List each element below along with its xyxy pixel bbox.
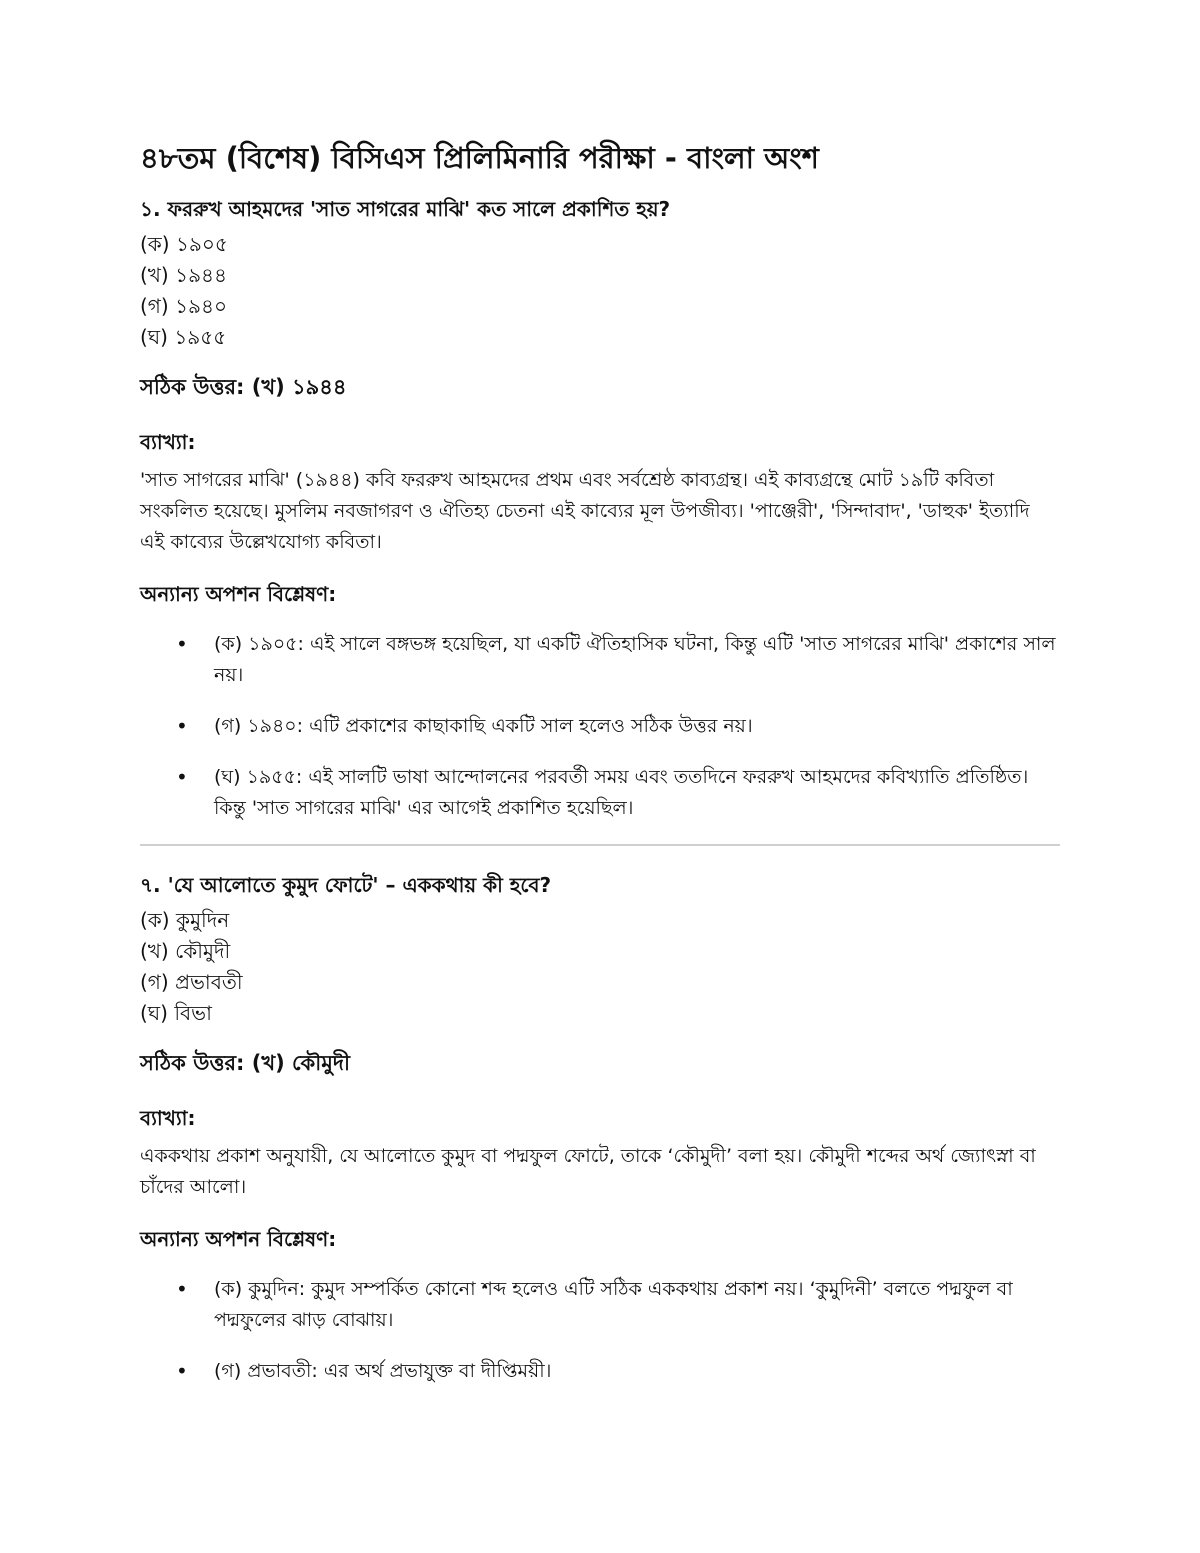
option-ka: (ক) কুমুদিন — [140, 907, 230, 932]
option-ka: (ক) ১৯০৫ — [140, 231, 228, 256]
question-block-7 — [140, 872, 1060, 1387]
explanation-label: ব্যাখ্যা: — [140, 1105, 196, 1130]
explanation-label: ব্যাখ্যা: — [140, 429, 196, 454]
option-kha: (খ) কৌমুদী — [140, 938, 231, 963]
option-kha: (খ) ১৯৪৪ — [140, 262, 228, 287]
analysis-heading: অন্যান্য অপশন বিশ্লেষণ: — [140, 1226, 337, 1251]
option-gha: (ঘ) বিভা — [140, 1000, 212, 1025]
analysis-list — [140, 629, 1060, 824]
analysis-item: • (ক) ১৯০৫: এই সালে বঙ্গভঙ্গ হয়েছিল, যা একটি ঐতিহাসিক ঘটনা, কিন্তু এটি 'সাত সাগরের মাঝি' প্রকাশের সাল নয়। — [214, 629, 1060, 691]
page-title: ৪৮তম (বিশেষ) বিসিএস প্রিলিমিনারি পরীক্ষা - বাংলা অংশ — [140, 141, 819, 175]
analysis-item: • (গ) প্রভাবতী: এর অর্থ প্রভাযুক্ত বা দীপ্তিময়ী। — [214, 1356, 1060, 1387]
analysis-item: • (ঘ) ১৯৫৫: এই সালটি ভাষা আন্দোলনের পরবর্তী সময় এবং ততদিনে ফররুখ আহমদের কবিখ্যাতি প্রতিষ্ঠিত। কিন্তু 'সাত সাগরের মাঝি' এর আগেই প্রকাশিত হয়েছিল। — [214, 762, 1060, 824]
analysis-item: • (ক) কুমুদিন: কুমুদ সম্পর্কিত কোনো শব্দ হলেও এটি সঠিক এককথায় প্রকাশ নয়। ‘কুমুদিনী’ বলতে পদ্মফুল বা পদ্মফুলের ঝাড় বোঝায়। — [214, 1274, 1060, 1336]
explanation-text: 'সাত সাগরের মাঝি' (১৯৪৪) কবি ফররুখ আহমদের প্রথম এবং সর্বশ্রেষ্ঠ কাব্যগ্রন্থ। এই কাব্যগ্রন্থে মোট ১৯টি কবিতা সংকলিত হয়েছে। মুসলিম নবজাগরণ ও ঐতিহ্য চেতনা এই কাব্যের মূল উপজীব্য। 'পাঞ্জেরী', 'সিন্দাবাদ', 'ডাহুক' ইত্যাদি এই কাব্যের উল্লেখযোগ্য কবিতা। — [140, 468, 1030, 553]
option-gha: (ঘ) ১৯৫৫ — [140, 324, 227, 349]
explanation-text: এককথায় প্রকাশ অনুযায়ী, যে আলোতে কুমুদ বা পদ্মফুল ফোটে, তাকে ‘কৌমুদী’ বলা হয়। কৌমুদী শব্দের অর্থ জ্যোৎস্না বা চাঁদের আলো। — [140, 1144, 1036, 1198]
section-divider — [140, 844, 1060, 846]
analysis-list — [140, 1274, 1060, 1387]
question-text: ৭. 'যে আলোতে কুমুদ ফোটে' – এককথায় কী হবে? — [140, 872, 552, 897]
analysis-item: • (গ) ১৯৪০: এটি প্রকাশের কাছাকাছি একটি সাল হলেও সঠিক উত্তর নয়। — [214, 711, 1060, 742]
correct-answer: সঠিক উত্তর: (খ) কৌমুদী — [140, 1050, 350, 1075]
document-page — [140, 140, 1060, 1407]
question-block-1 — [140, 196, 1060, 824]
option-ga: (গ) প্রভাবতী — [140, 969, 243, 994]
question-text: ১. ফররুখ আহমদের 'সাত সাগরের মাঝি' কত সালে প্রকাশিত হয়? — [140, 196, 671, 221]
option-ga: (গ) ১৯৪০ — [140, 293, 228, 318]
analysis-heading: অন্যান্য অপশন বিশ্লেষণ: — [140, 581, 337, 606]
correct-answer: সঠিক উত্তর: (খ) ১৯৪৪ — [140, 374, 347, 399]
